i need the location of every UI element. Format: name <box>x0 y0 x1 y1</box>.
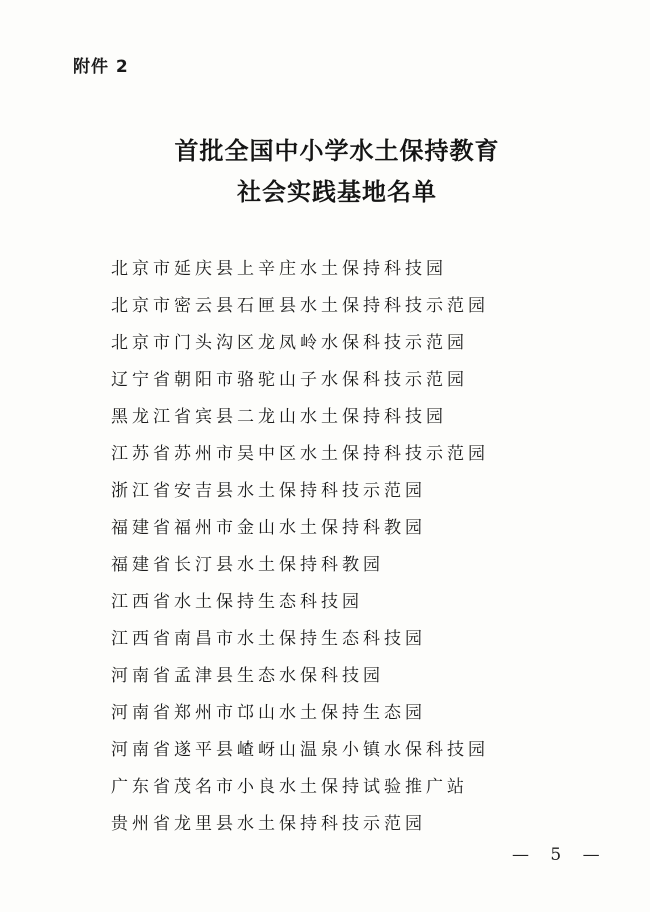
list-item: 北京市门头沟区龙凤岭水保科技示范园 <box>111 333 468 353</box>
list-item: 福建省长汀县水土保持科教园 <box>111 555 384 575</box>
list-item: 河南省孟津县生态水保科技园 <box>111 666 384 686</box>
page-number: — 5 — <box>512 845 608 865</box>
list-item: 浙江省安吉县水土保持科技示范园 <box>111 481 426 501</box>
list-item: 北京市密云县石匣县水土保持科技示范园 <box>111 296 489 316</box>
list-item: 河南省遂平县嵖岈山温泉小镇水保科技园 <box>111 740 489 760</box>
document-title-line-2: 社会实践基地名单 <box>237 178 437 206</box>
list-item: 北京市延庆县上辛庄水土保持科技园 <box>111 259 447 279</box>
list-item: 江西省南昌市水土保持生态科技园 <box>111 629 426 649</box>
list-item: 辽宁省朝阳市骆驼山子水保科技示范园 <box>111 370 468 390</box>
attachment-label: 附件 2 <box>73 57 129 77</box>
list-item: 黑龙江省宾县二龙山水土保持科技园 <box>111 407 447 427</box>
list-item: 福建省福州市金山水土保持科教园 <box>111 518 426 538</box>
document-title-line-1: 首批全国中小学水土保持教育 <box>174 137 500 165</box>
list-item: 江苏省苏州市吴中区水土保持科技示范园 <box>111 444 489 464</box>
base-list <box>111 256 489 848</box>
list-item: 江西省水土保持生态科技园 <box>111 592 363 612</box>
list-item: 贵州省龙里县水土保持科技示范园 <box>111 814 426 834</box>
list-item: 河南省郑州市邙山水土保持生态园 <box>111 703 426 723</box>
list-item: 广东省茂名市小良水土保持试验推广站 <box>111 777 468 797</box>
